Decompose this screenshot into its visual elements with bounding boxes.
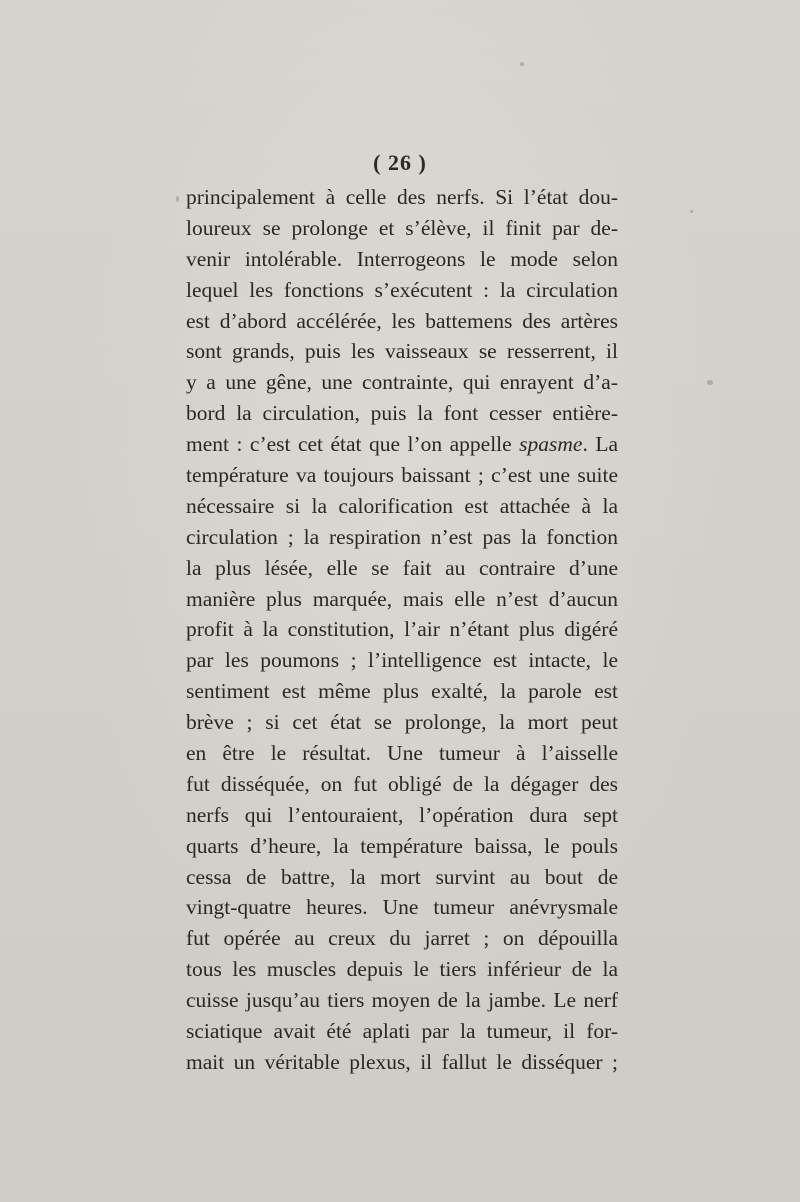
paper-speck — [690, 210, 693, 213]
text-line: bord la circulation, puis la font cesser entière- — [186, 401, 618, 426]
text-line: cuisse jusqu’au tiers moyen de la jambe. Le nerf — [186, 988, 618, 1013]
text-line: loureux se prolonge et s’élève, il finit par de- — [186, 215, 618, 240]
text-line: manière plus marquée, mais elle n’est d’aucun — [186, 586, 618, 611]
text-line: circulation ; la respiration n’est pas la fonction — [186, 524, 618, 549]
text-line: cessa de battre, la mort survint au bout de — [186, 864, 618, 889]
text-line: fut opérée au creux du jarret ; on dépouilla — [186, 926, 618, 951]
text-line: vingt-quatre heures. Une tumeur anévrysmale — [186, 895, 618, 920]
text-line: la plus lésée, elle se fait au contraire d’une — [186, 555, 618, 580]
text-line: profit à la constitution, l’air n’étant plus digéré — [186, 617, 618, 642]
text-line: température va toujours baissant ; c’est une suite — [186, 463, 618, 488]
text-line: en être le résultat. Une tumeur à l’aisselle — [186, 741, 618, 766]
text-line: est d’abord accélérée, les battemens des artères — [186, 308, 618, 333]
italic-term: spasme — [519, 432, 583, 457]
text-line: venir intolérable. Interrogeons le mode selon — [186, 246, 618, 271]
text-line: nerfs qui l’entouraient, l’opération dura sept — [186, 802, 618, 827]
text-line: brève ; si cet état se prolonge, la mort peut — [186, 710, 618, 735]
text-line: quarts d’heure, la température baissa, le pouls — [186, 833, 618, 858]
text-line: sentiment est même plus exalté, la parole est — [186, 679, 618, 704]
text-line: principalement à celle des nerfs. Si l’état dou- — [186, 185, 618, 209]
text-line: par les poumons ; l’intelligence est intacte, le — [186, 648, 618, 673]
text-line: lequel les fonctions s’exécutent : la circulation — [186, 277, 618, 302]
text-line: sont grands, puis les vaisseaux se resserrent, il — [186, 339, 618, 364]
text-line: sciatique avait été aplati par la tumeur, il for- — [186, 1019, 618, 1044]
text-line: nécessaire si la calorification est attachée à la — [186, 493, 618, 518]
text-line: y a une gêne, une contrainte, qui enrayent d’a- — [186, 370, 618, 395]
text-line: ment : c’est cet état que l’on appelle spasme. La — [186, 432, 618, 457]
text-line: mait un véritable plexus, il fallut le disséquer ; — [186, 1049, 618, 1074]
text-line: fut disséquée, on fut obligé de la dégager des — [186, 771, 618, 796]
body-text — [186, 182, 618, 1078]
paper-speck — [176, 196, 179, 202]
text-line: tous les muscles depuis le tiers inférieur de la — [186, 957, 618, 982]
page-number: ( 26 ) — [373, 150, 427, 175]
paper-speck — [520, 62, 524, 66]
paper-speck — [707, 380, 713, 385]
